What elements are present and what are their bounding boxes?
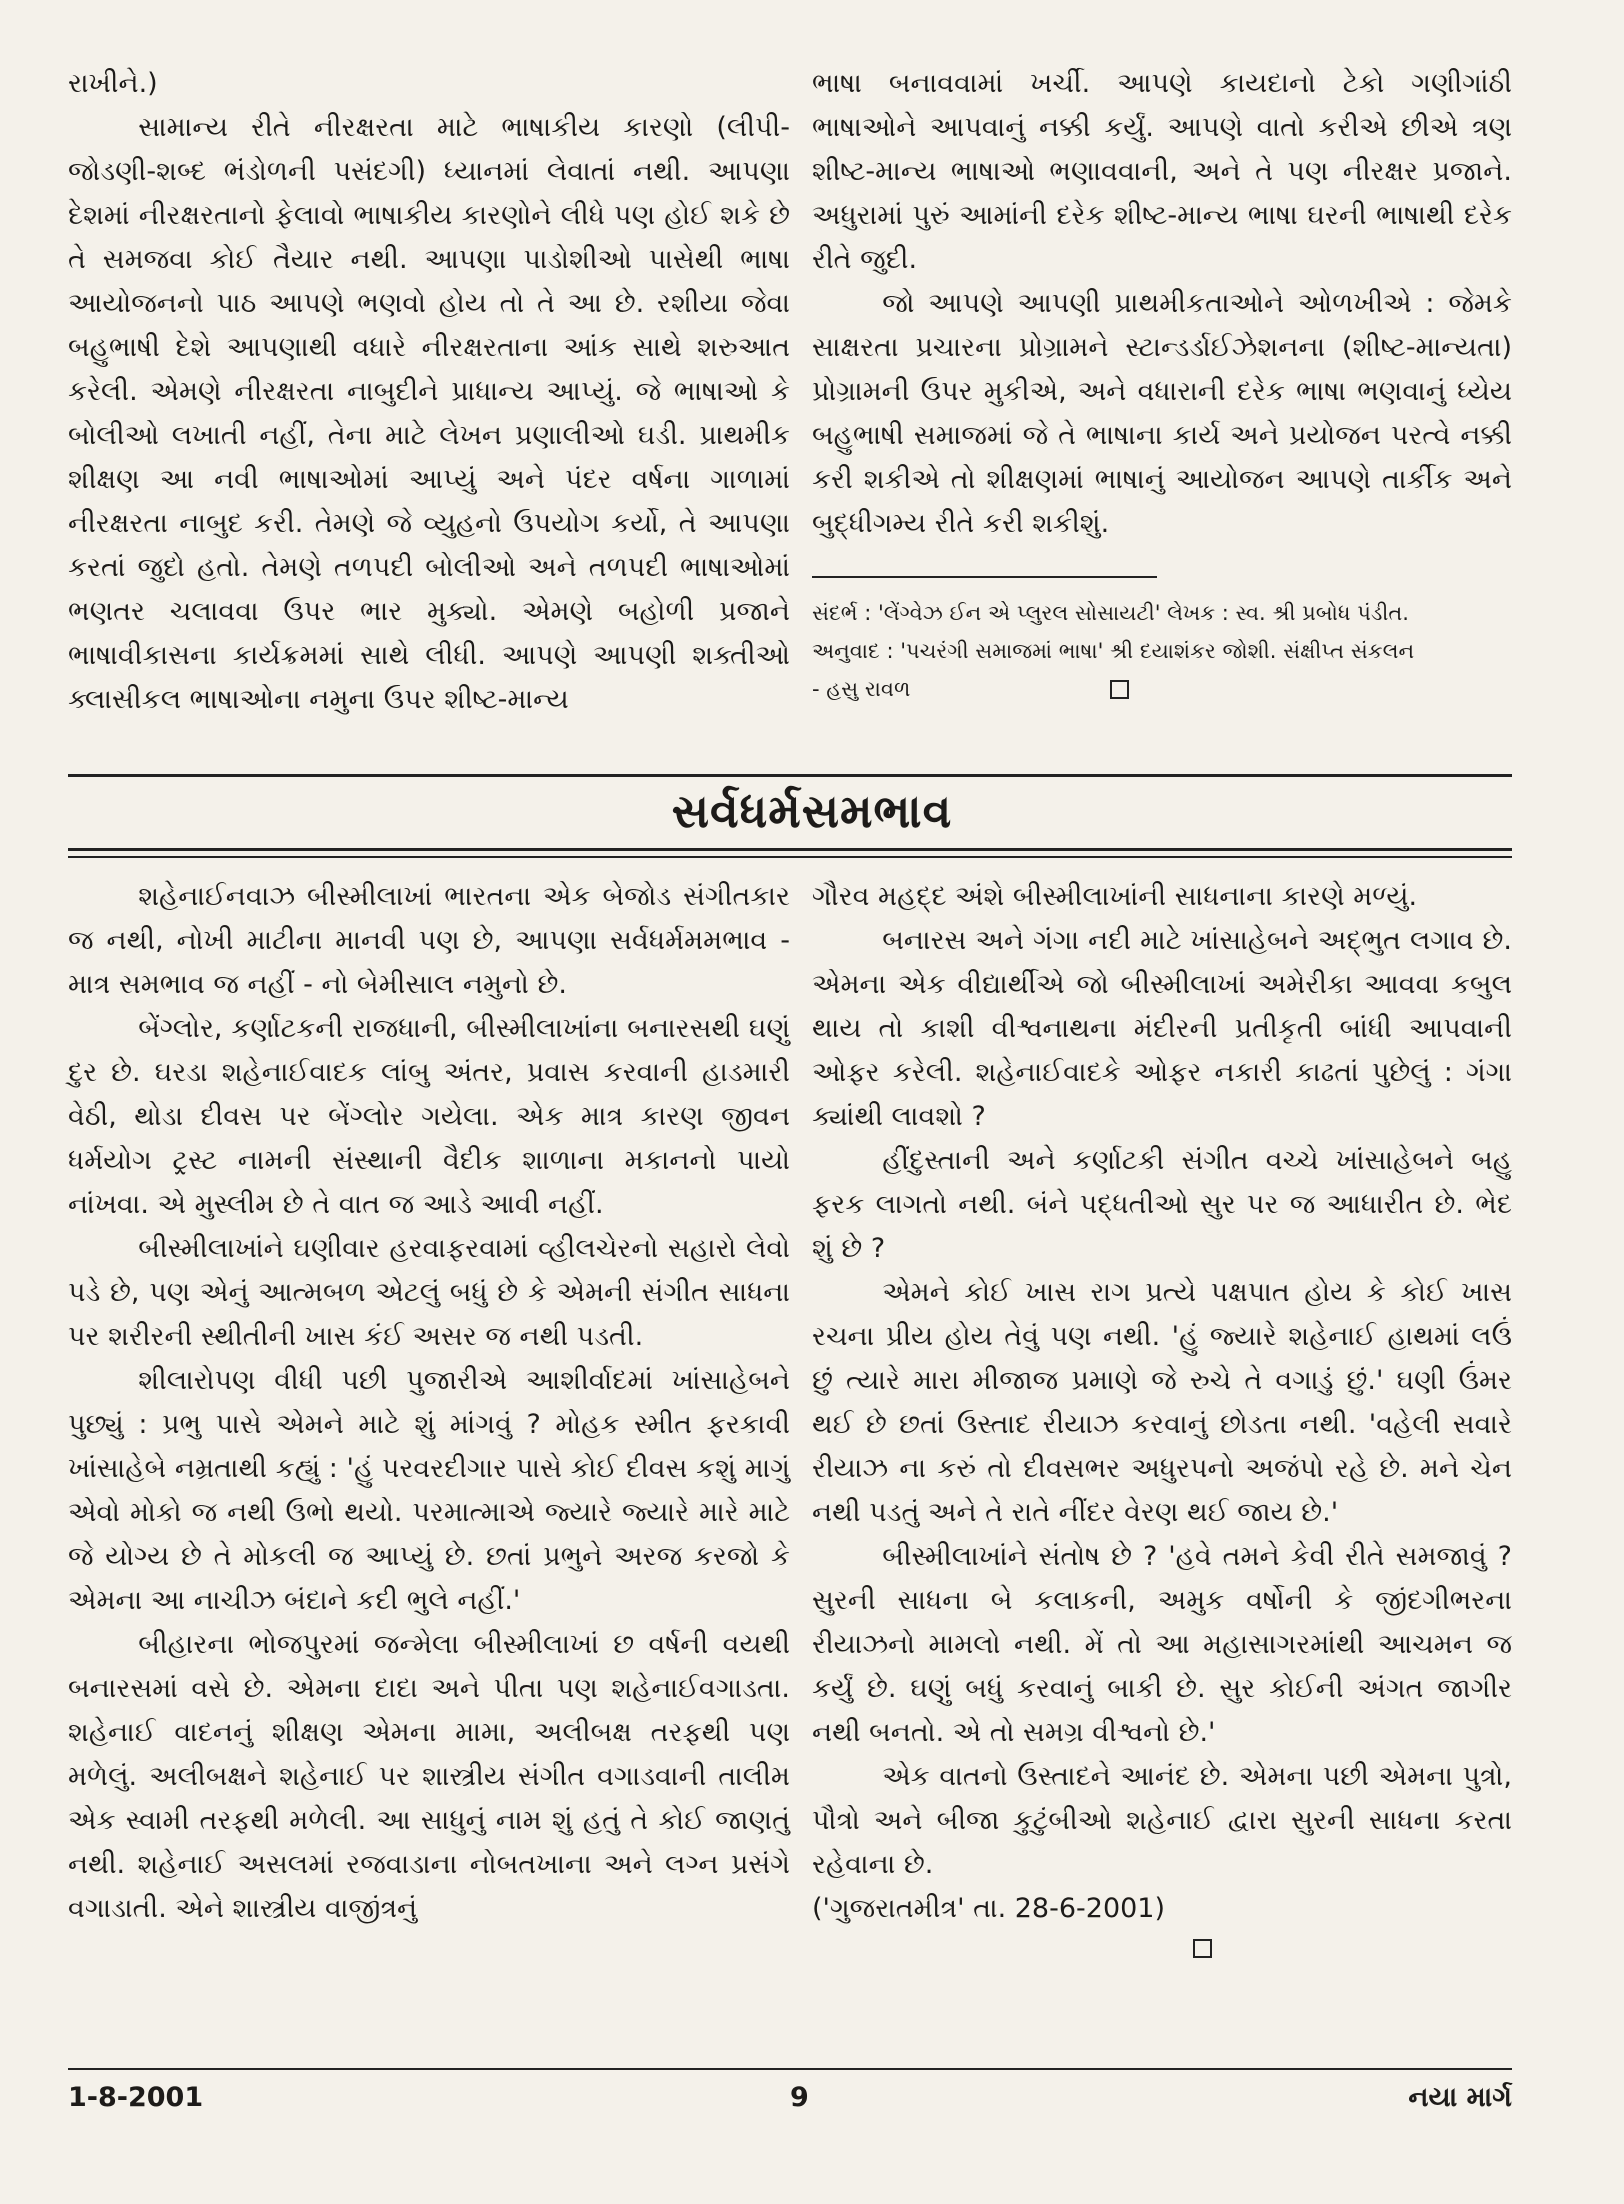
paragraph: ગૌરવ મહદ્દ અંશે બીસ્મીલાખાંની સાધનાના કારણે મળ્યું. [812,881,1418,912]
paragraph: હીંદુસ્તાની અને કર્ણાટકી સંગીત વચ્ચે ખાંસાહેબને બહુ ફરક લાગતો નથી. બંને પદ્ધતીઓ સુર પર જ આધારીત છે. ભેદ શું છે ? [812,1145,1512,1264]
paragraph: બીસ્મીલાખાંને સંતોષ છે ? 'હવે તમને કેવી રીતે સમજાવું ? સુરની સાધના બે કલાકની, અમુક વર્ષોની કે જીંદગીભરના રીયાઝનો મામલો નથી. મેં તો આ મહાસાગરમાંથી આચમન જ કર્યું છે. ઘણું બધું કરવાનું બાકી છે. સુર કોઈની અંગત જાગીર નથી બનતો. એ તો સમગ્ર વીશ્વનો છે.' [812,1541,1512,1748]
paragraph: શહેનાઈનવાઝ બીસ્મીલાખાં ભારતના એક બેજોડ સંગીતકાર જ નથી, નોખી માટીના માનવી પણ છે, આપણા સર્વધર્મમમભાવ - માત્ર સમભાવ જ નહીં - નો બેમીસાલ નમુનો છે. [68,881,790,1000]
footer-divider [68,2068,1512,2070]
square-icon [1110,680,1129,699]
square-icon [1193,1939,1212,1958]
bottom-article-left-column [68,875,790,1931]
paragraph: બીહારના ભોજપુરમાં જન્મેલા બીસ્મીલાખાં છ વર્ષની વયથી બનારસમાં વસે છે. એમના દાદા અને પીતા પણ શહેનાઈવગાડતા. શહેનાઈ વાદનનું શીક્ષણ એમના મામા, અલીબક્ષ તરફથી પણ મળેલું. અલીબક્ષને શહેનાઈ પર શાસ્ત્રીય સંગીત વગાડવાની તાલીમ એક સ્વામી તરફથી મળેલી. આ સાધુનું નામ શું હતું તે કોઈ જાણતું નથી. શહેનાઈ અસલમાં રજવાડાના નોબતખાના અને લગ્ન પ્રસંગે વગાડાતી. એને શાસ્ત્રીય વાજીંત્રનું [68,1629,790,1924]
reference-block [812,594,1512,708]
section-divider [68,774,1512,777]
article-headline: સર્વધર્મસમભાવ [671,784,953,838]
paragraph: રાખીને.) [68,68,158,99]
paragraph: બનારસ અને ગંગા નદી માટે ખાંસાહેબને અદ્ભુત લગાવ છે. એમના એક વીદ્યાર્થીએ જો બીસ્મીલાખાં અમેરીકા આવવા કબુલ થાય તો કાશી વીશ્વનાથના મંદીરની પ્રતીકૃતી બાંધી આપવાની ઓફર કરેલી. શહેનાઈવાદકે ઓફર નકારી કાઢતાં પુછેલું : ગંગા ક્યાંથી લાવશો ? [812,925,1512,1132]
reference-line: અનુવાદ : 'પચરંગી સમાજમાં ભાષા' શ્રી દયાશંકર જોશી. સંક્ષીપ્ત સંકલન [812,639,1415,663]
issue-date: 1-8-2001 [68,2082,204,2113]
paragraph: સામાન્ય રીતે નીરક્ષરતા માટે ભાષાકીય કારણો (લીપી-જોડણી-શબ્દ ભંડોળની પસંદગી) ધ્યાનમાં લેવાતાં નથી. આપણા દેશમાં નીરક્ષરતાનો ફેલાવો ભાષાકીય કારણોને લીધે પણ હોઈ શકે છે તે સમજવા કોઈ તૈયાર નથી. આપણા પાડોશીઓ પાસેથી ભાષા આયોજનનો પાઠ આપણે ભણવો હોય તો તે આ છે. રશીયા જેવા બહુભાષી દેશે આપણાથી વધારે નીરક્ષરતાના આંક સાથે શરુઆત કરેલી. એમણે નીરક્ષરતા નાબુદીને પ્રાધાન્ય આપ્યું. જે ભાષાઓ કે બોલીઓ લખાતી નહીં, તેના માટે લેખન પ્રણાલીઓ ઘડી. પ્રાથમીક શીક્ષણ આ નવી ભાષાઓમાં આપ્યું અને પંદર વર્ષના ગાળામાં નીરક્ષરતા નાબુદ કરી. તેમણે જે વ્યુહનો ઉપયોગ કર્યો, તે આપણા કરતાં જુદો હતો. તેમણે તળપદી બોલીઓ અને તળપદી ભાષાઓમાં ભણતર ચલાવવા ઉપર ભાર મુક્યો. એમણે બહોળી પ્રજાને ભાષાવીકાસના કાર્યક્રમમાં સાથે લીધી. આપણે આપણી શક્તીઓ ક્લાસીકલ ભાષાઓના નમુના ઉપર શીષ્ટ-માન્ય [68,112,790,715]
page-number: 9 [790,2082,809,2113]
top-article-left-column [68,62,790,722]
source-citation: ('ગુજરાતમીત્ર' તા. 28-6-2001) [812,1893,1166,1924]
magazine-name: નયા માર્ગ [1408,2082,1512,2113]
bottom-article-right-column [812,875,1512,1962]
paragraph: બેંગ્લોર, કર્ણાટકની રાજધાની, બીસ્મીલાખાંના બનારસથી ઘણું દુર છે. ઘરડા શહેનાઈવાદક લાંબુ અંતર, પ્રવાસ કરવાની હાડમારી વેઠી, થોડા દીવસ પર બેંગ્લોર ગયેલા. એક માત્ર કારણ જીવન ધર્મયોગ ટ્રસ્ટ નામની સંસ્થાની વૈદીક શાળાના મકાનનો પાયો નાંખવા. એ મુસ્લીમ છે તે વાત જ આડે આવી નહીં. [68,1013,790,1220]
section-divider [68,856,1512,858]
paragraph: એમને કોઈ ખાસ રાગ પ્રત્યે પક્ષપાત હોય કે કોઈ ખાસ રચના પ્રીય હોય તેવું પણ નથી. 'હું જ્યારે શહેનાઈ હાથમાં લઉં છું ત્યારે મારા મીજાજ પ્રમાણે જે રુચે તે વગાડું છું.' ઘણી ઉંમર થઈ છે છતાં ઉસ્તાદ રીયાઝ કરવાનું છોડતા નથી. 'વહેલી સવારે રીયાઝ ના કરું તો દીવસભર અધુરપનો અજંપો રહે છે. મને ચેન નથી પડતું અને તે રાતે નીંદર વેરણ થઈ જાય છે.' [812,1277,1512,1528]
paragraph: એક વાતનો ઉસ્તાદને આનંદ છે. એમના પછી એમના પુત્રો, પૌત્રો અને બીજા કુટુંબીઓ શહેનાઈ દ્વારા સુરની સાધના કરતા રહેવાના છે. [812,1761,1512,1880]
paragraph: ભાષા બનાવવામાં ખર્ચી. આપણે કાયદાનો ટેકો ગણીગાંઠી ભાષાઓને આપવાનું નક્કી કર્યું. આપણે વાતો કરીએ છીએ ત્રણ શીષ્ટ-માન્ય ભાષાઓ ભણાવવાની, અને તે પણ નીરક્ષર પ્રજાને. અધુરામાં પુરું આમાંની દરેક શીષ્ટ-માન્ય ભાષા ઘરની ભાષાથી દરેક રીતે જુદી. [812,68,1512,275]
top-article-right-column [812,62,1512,708]
section-divider [68,848,1512,851]
reference-line: - હસુ રાવળ [812,677,911,701]
reference-divider [812,576,1157,578]
paragraph: જો આપણે આપણી પ્રાથમીકતાઓને ઓળખીએ : જેમકે સાક્ષરતા પ્રચારના પ્રોગ્રામને સ્ટાન્ડર્ડાઈઝેશનના (શીષ્ટ-માન્યતા) પ્રોગ્રામની ઉપર મુકીએ, અને વધારાની દરેક ભાષા ભણવાનું ધ્યેય બહુભાષી સમાજમાં જે તે ભાષાના કાર્ય અને પ્રયોજન પરત્વે નક્કી કરી શકીએ તો શીક્ષણમાં ભાષાનું આયોજન આપણે તાર્કીક અને બુદ્ધીગમ્ય રીતે કરી શકીશું. [812,288,1512,539]
paragraph: બીસ્મીલાખાંને ઘણીવાર હરવાફરવામાં વ્હીલચેરનો સહારો લેવો પડે છે, પણ એનું આત્મબળ એટલું બધું છે કે એમની સંગીત સાધના પર શરીરની સ્થીતીની ખાસ કંઈ અસર જ નથી પડતી. [68,1233,790,1352]
paragraph: શીલારોપણ વીધી પછી પુજારીએ આશીર્વાદમાં ખાંસાહેબને પુછ્યું : પ્રભુ પાસે એમને માટે શું માંગવું ? મોહક સ્મીત ફરકાવી ખાંસાહેબે નમ્રતાથી કહ્યું : 'હું પરવરદીગાર પાસે કોઈ દીવસ કશું માગું એવો મોકો જ નથી ઉભો થયો. પરમાત્માએ જ્યારે જ્યારે મારે માટે જે યોગ્ય છે તે મોકલી જ આપ્યું છે. છતાં પ્રભુને અરજ કરજો કે એમના આ નાચીઝ બંદાને કદી ભુલે નહીં.' [68,1365,790,1616]
reference-line: સંદર્ભ : 'લેંગ્વેઝ ઈન એ પ્લુરલ સોસાયટી' લેખક : સ્વ. શ્રી પ્રબોધ પંડીત. [812,601,1409,625]
